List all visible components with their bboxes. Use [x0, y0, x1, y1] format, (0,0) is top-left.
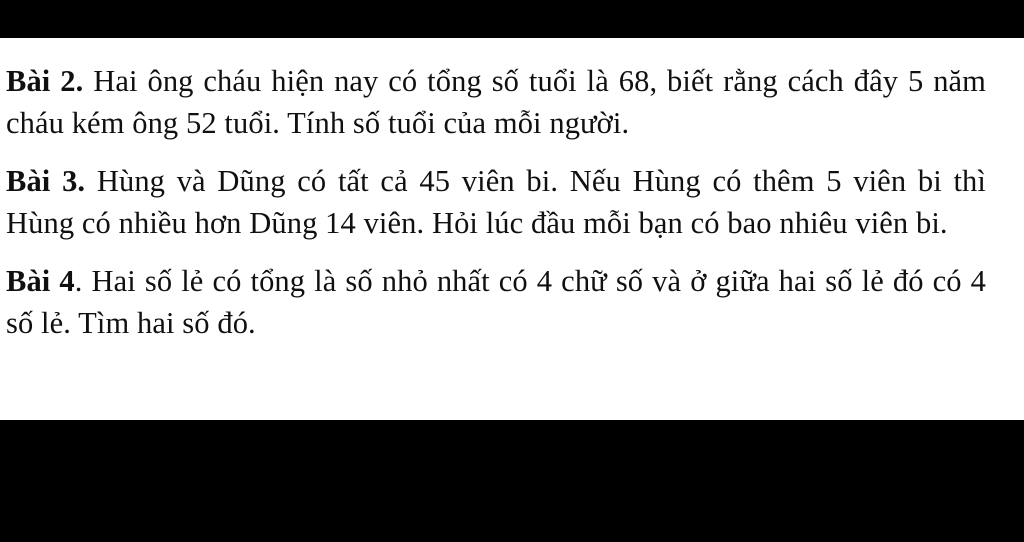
exercise-text-3: Hùng và Dũng có tất cả 45 viên bi. Nếu Hùng có thêm 5 viên bi thì Hùng có nhiều hơn Dũng 14 viên. Hỏi lúc đầu mỗi bạn có bao nhiêu viên bi.: [6, 164, 986, 241]
exercise-text-2: Hai ông cháu hiện nay có tổng số tuổi là 68, biết rằng cách đây 5 năm cháu kém ông 52 tuổi. Tính số tuổi của mỗi người.: [6, 64, 987, 141]
exercise-paragraph-3: [6, 160, 986, 244]
exercise-label-2: Bài 2.: [6, 64, 84, 98]
top-letterbox-band: [0, 0, 1024, 38]
document-paper: [0, 38, 1024, 420]
exercise-paragraph-4: [6, 260, 986, 344]
exercise-paragraph-2: [6, 60, 986, 144]
bottom-letterbox-band: [0, 420, 1024, 542]
exercise-text-4: . Hai số lẻ có tổng là số nhỏ nhất có 4 chữ số và ở giữa hai số lẻ đó có 4 số lẻ. Tìm hai số đó.: [6, 264, 986, 341]
exercise-label-3: Bài 3.: [6, 164, 86, 199]
exercise-label-4: Bài 4: [6, 264, 75, 299]
